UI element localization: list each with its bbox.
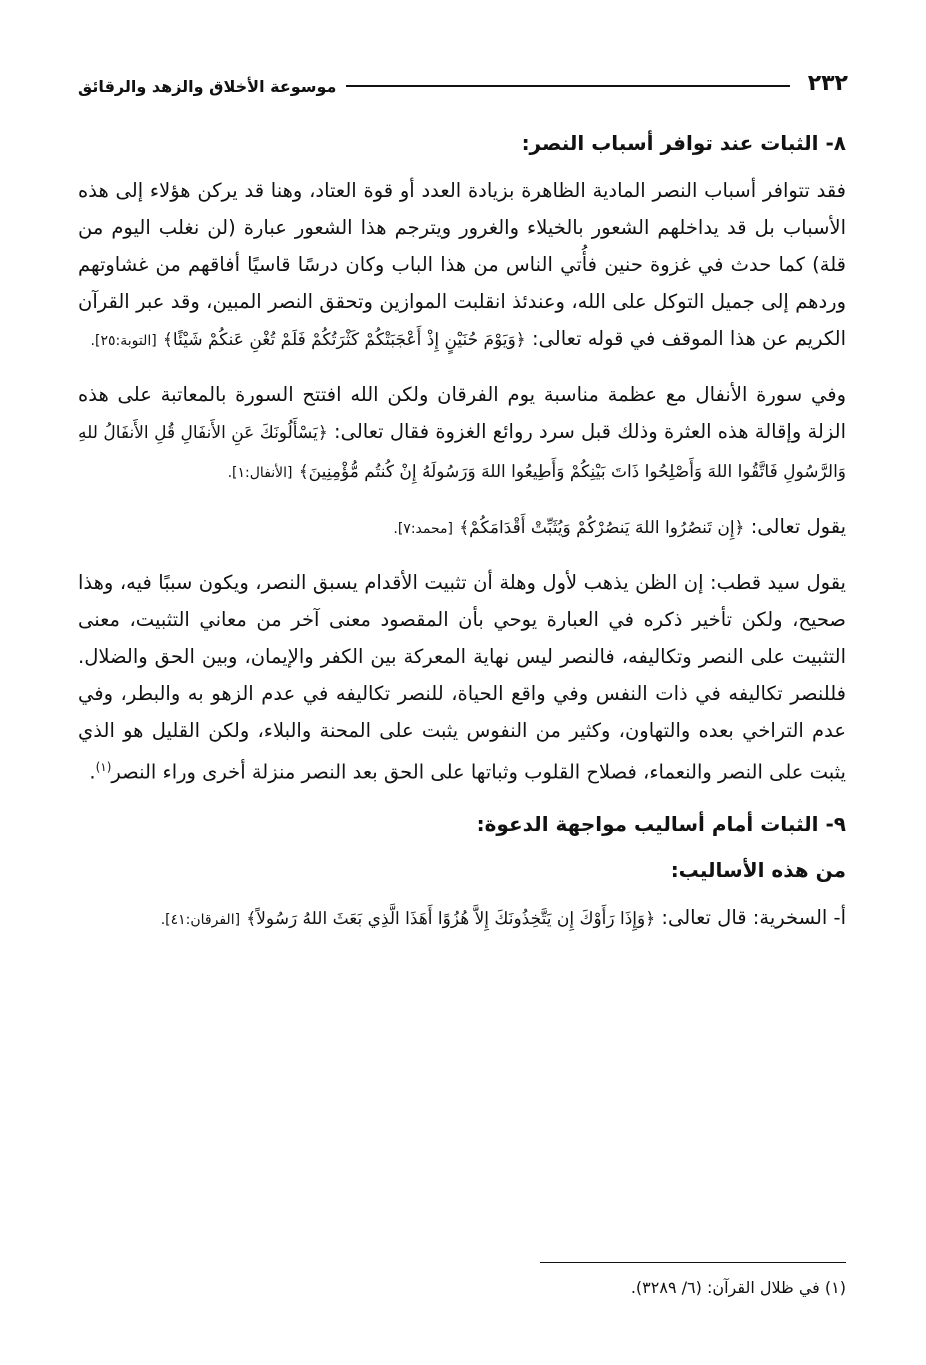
verse-reference: [الفرقان:٤١]. xyxy=(160,911,241,928)
quran-quote: ﴿وَيَوْمَ حُنَيْنٍ إِذْ أَعْجَبَتْكُمْ كَثْرَتُكُمْ فَلَمْ تُغْنِ عَنكُمْ شَيْئًا﴾ xyxy=(162,330,526,350)
paragraph-text: وفي سورة الأنفال مع عظمة مناسبة يوم الفرقان ولكن الله افتتح السورة بالمعاتبة على هذه الزلة وإقالة هذه العثرة وذلك قبل سرد روائع الغزوة فقال تعالى: xyxy=(78,383,846,443)
paragraph-text: أ- السخرية: قال تعالى: xyxy=(661,905,846,929)
main-content xyxy=(78,126,846,955)
section-8-heading: ٨- الثبات عند توافر أسباب النصر: xyxy=(521,131,846,155)
paragraph-end: . xyxy=(89,760,96,784)
paragraph-text: يقول تعالى: xyxy=(750,515,846,538)
verse-reference: [التوبة:٢٥]. xyxy=(90,333,157,349)
subheading: من هذه الأساليب: xyxy=(670,857,846,882)
page-header xyxy=(78,56,848,96)
paragraph-text: فقد تتوافر أسباب النصر المادية الظاهرة بزيادة العدد أو قوة العتاد، وهنا قد يركن هؤلاء إلى هذه الأسباب بل قد يداخلهم الشعور بالخيلاء والغرور ويترجم هذا الشعور عبارة (لن نغلب اليوم من قلة) كما حدث في غزوة حنين فأُتي الناس من هذا الباب وكان درسًا قاسيًا أفاقهم من غشاوتهم وردهم إلى جميل التوكل على الله، وعندئذ انقلبت الموازين وتحقق النصر المبين، وقد عبر القرآن الكريم عن هذا الموقف في قوله تعالى: xyxy=(78,179,846,350)
paragraph xyxy=(78,508,846,548)
verse-reference: [محمد:٧]. xyxy=(393,521,453,537)
header-rule xyxy=(346,85,789,87)
quran-quote: ﴿وَإِذَا رَأَوْكَ إِن يَتَّخِذُونَكَ إِلاَّ هُزُوًا أَهَذَا الَّذِي بَعَثَ اللهُ رَسُولاً﴾ xyxy=(246,908,656,929)
section-9-heading: ٩- الثبات أمام أساليب مواجهة الدعوة: xyxy=(476,811,846,836)
footnote-marker: (١) xyxy=(95,760,112,774)
paragraph xyxy=(78,564,846,791)
page-number: ٢٣٢ xyxy=(807,71,848,96)
footnote: (١) في ظلال القرآن: (٦/ ٣٢٨٩). xyxy=(630,1278,846,1297)
quran-quote: ﴿يَسْأَلُونَكَ عَنِ الأَنفَالِ قُلِ الأَنفَالُ للهِ وَالرَّسُولِ فَاتَّقُوا اللهَ وَأَصْلِحُوا ذَاتَ بَيْنِكُمْ وَأَطِيعُوا اللهَ وَرَسُولَهُ إِنْ كُنتُم مُّؤْمِنِينَ﴾ xyxy=(78,423,846,482)
footnote-rule xyxy=(540,1262,846,1263)
paragraph xyxy=(78,172,846,360)
paragraph xyxy=(78,376,846,492)
paragraph xyxy=(78,899,846,939)
verse-reference: [الأنفال:١]. xyxy=(227,465,293,481)
paragraph-text: يقول سيد قطب: إن الظن يذهب لأول وهلة أن تثبيت الأقدام يسبق النصر، ويكون سببًا فيه، وهذا صحيح، ولكن تأخير ذكره في العبارة يوحي بأن المقصود معنى آخر من معاني التثبيت، معنى التثبيت على النصر وتكاليفه، فالنصر ليس نهاية المعركة بين الكفر والإيمان، وبين الحق والضلال. فللنصر تكاليفه في ذات النفس وفي واقع الحياة، للنصر تكاليفه في عدم الزهو به والبطر، وفي عدم التراخي بعده والتهاون، وكثير من النفوس يثبت على المحنة والبلاء، ولكن القليل هو الذي يثبت على النصر والنعماء، فصلاح القلوب وثباتها على الحق بعد النصر منزلة أخرى وراء النصر xyxy=(78,571,846,784)
quran-quote: ﴿إِن تَنصُرُوا اللهَ يَنصُرْكُمْ وَيُثَبِّتْ أَقْدَامَكُمْ﴾ xyxy=(459,518,745,538)
running-title: موسوعة الأخلاق والزهد والرقائق xyxy=(78,77,337,96)
